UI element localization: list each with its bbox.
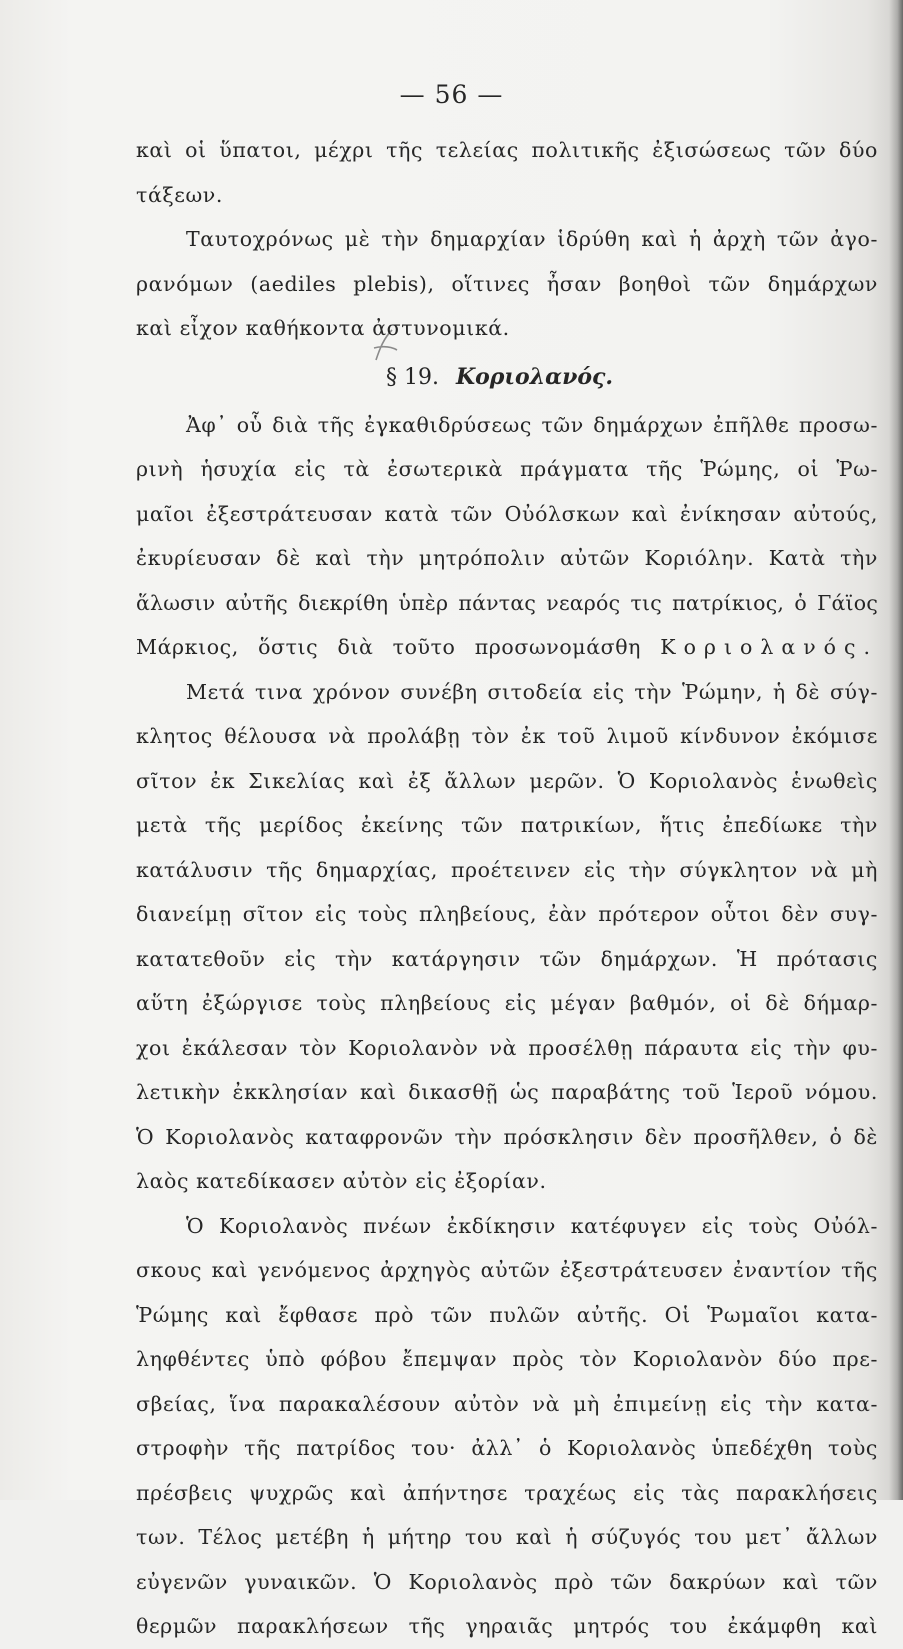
paragraphs-after-heading bbox=[136, 403, 878, 1649]
text-line: χοι ἐκάλεσαν τὸν Κοριολανὸν νὰ προσέλθῃ πάραυτα εἰς τὴν φυ- bbox=[136, 1035, 878, 1060]
text-line: σκους καὶ γενόμενος ἀρχηγὸς αὐτῶν ἐξεστράτευσεν ἐναντίον τῆς bbox=[136, 1258, 878, 1282]
text-line: τάξεων. bbox=[136, 182, 223, 207]
text-line: πρέσβεις ψυχρῶς καὶ ἀπήντησε τραχέως εἰς τὰς παρακλήσεις bbox=[136, 1480, 878, 1505]
text-line: ρινὴ ἡσυχία εἰς τὰ ἐσωτερικὰ πράγματα τῆς Ῥώμης, οἱ Ῥω- bbox=[136, 457, 878, 481]
text-line: ληφθέντες ὑπὸ φόβου ἔπεμψαν πρὸς τὸν Κοριολανὸν δύο πρε- bbox=[136, 1347, 878, 1371]
text-line bbox=[136, 625, 878, 670]
text-line: μαῖοι ἐξεστράτευσαν κατὰ τῶν Οὐόλσκων καὶ ἐνίκησαν αὐτούς, bbox=[136, 501, 878, 526]
text-line: μετὰ τῆς μερίδος ἐκείνης τῶν πατρικίων, ἥτις ἐπεδίωκε τὴν bbox=[136, 813, 878, 837]
section-heading bbox=[136, 351, 878, 403]
text-line: σβείας, ἵνα παρακαλέσουν αὐτὸν νὰ μὴ ἐπιμείνῃ εἰς τὴν κατα- bbox=[136, 1391, 878, 1416]
text-line: Μετά τινα χρόνον συνέβη σιτοδεία εἰς τὴν Ῥώμην, ἡ δὲ σύγ- bbox=[186, 679, 878, 704]
text-line: εὐγενῶν γυναικῶν. Ὁ Κοριολανὸς πρὸ τῶν δακρύων καὶ τῶν bbox=[136, 1569, 878, 1594]
text-line: ρανόμων (aediles plebis), οἵτινες ἦσαν βοηθοὶ τῶν δημάρχων bbox=[136, 271, 878, 296]
text-line: Ταυτοχρόνως μὲ τὴν δημαρχίαν ἱδρύθη καὶ ἡ ἀρχὴ τῶν ἀγο- bbox=[186, 227, 878, 251]
section-number: § 19. bbox=[386, 364, 439, 390]
spaced-name: Κοριολανός. bbox=[660, 635, 878, 659]
text-line: Ὁ Κοριολανὸς πνέων ἐκδίκησιν κατέφυγεν εἰς τοὺς Οὐόλ- bbox=[186, 1213, 878, 1238]
text-segment: Μάρκιος, ὅστις διὰ τοῦτο προσωνομάσθη bbox=[136, 635, 642, 659]
text-line: λαὸς κατεδίκασεν αὐτὸν εἰς ἐξορίαν. bbox=[136, 1169, 547, 1193]
text-line: Ἀφ᾽ οὗ διὰ τῆς ἐγκαθιδρύσεως τῶν δημάρχων ἐπῆλθε προσω- bbox=[186, 412, 878, 437]
text-body bbox=[136, 128, 878, 1649]
text-line: λετικὴν ἐκκλησίαν καὶ δικασθῇ ὡς παραβάτης τοῦ Ἱεροῦ νόμου. bbox=[136, 1080, 878, 1104]
text-line: αὕτη ἐξώργισε τοὺς πληβείους εἰς μέγαν βαθμόν, οἱ δὲ δήμαρ- bbox=[136, 991, 878, 1015]
page-number: — 56 — bbox=[399, 80, 504, 109]
text-line: διανείμῃ σῖτον εἰς τοὺς πληβείους, ἐὰν πρότερον οὗτοι δὲν συγ- bbox=[136, 902, 878, 926]
text-line: ἅλωσιν αὐτῆς διεκρίθη ὑπὲρ πάντας νεαρός τις πατρίκιος, ὁ Γάϊος bbox=[136, 590, 878, 615]
text-line: καὶ εἶχον καθήκοντα ἀστυνομικά. bbox=[136, 316, 510, 340]
text-line: ἐκυρίευσαν δὲ καὶ τὴν μητρόπολιν αὐτῶν Κοριόλην. Κατὰ τὴν bbox=[136, 546, 878, 570]
section-title: Κοριολανός. bbox=[455, 363, 614, 390]
text-line: Ὁ Κοριολανὸς καταφρονῶν τὴν πρόσκλησιν δὲν προσῆλθεν, ὁ δὲ bbox=[136, 1124, 878, 1149]
text-line: καὶ οἱ ὕπατοι, μέχρι τῆς τελείας πολιτικῆς ἐξισώσεως τῶν δύο bbox=[136, 138, 878, 162]
text-line: σῖτον ἐκ Σικελίας καὶ ἐξ ἄλλων μερῶν. Ὁ Κοριολανὸς ἑνωθεὶς bbox=[136, 768, 878, 793]
text-line: κλητος θέλουσα νὰ προλάβῃ τὸν ἐκ τοῦ λιμοῦ κίνδυνον ἐκόμισε bbox=[136, 724, 878, 748]
text-line: κατατεθοῦν εἰς τὴν κατάργησιν τῶν δημάρχων. Ἡ πρότασις bbox=[136, 946, 878, 971]
text-line: των. Τέλος μετέβη ἡ μήτηρ του καὶ ἡ σύζυγός του μετ᾽ ἄλλων bbox=[136, 1525, 878, 1549]
text-line: στροφὴν τῆς πατρίδος του· ἀλλ᾽ ὁ Κοριολανὸς ὑπεδέχθη τοὺς bbox=[136, 1436, 878, 1460]
text-line: Ῥώμης καὶ ἔφθασε πρὸ τῶν πυλῶν αὐτῆς. Οἱ Ῥωμαῖοι κατα- bbox=[136, 1302, 878, 1327]
paragraphs-before-heading bbox=[136, 128, 878, 351]
page-edge-shadow bbox=[889, 0, 903, 1500]
text-line: θερμῶν παρακλήσεων τῆς γηραιᾶς μητρός του ἐκάμφθη καὶ bbox=[136, 1614, 878, 1638]
text-line: κατάλυσιν τῆς δημαρχίας, προέτεινεν εἰς τὴν σύγκλητον νὰ μὴ bbox=[136, 857, 878, 882]
